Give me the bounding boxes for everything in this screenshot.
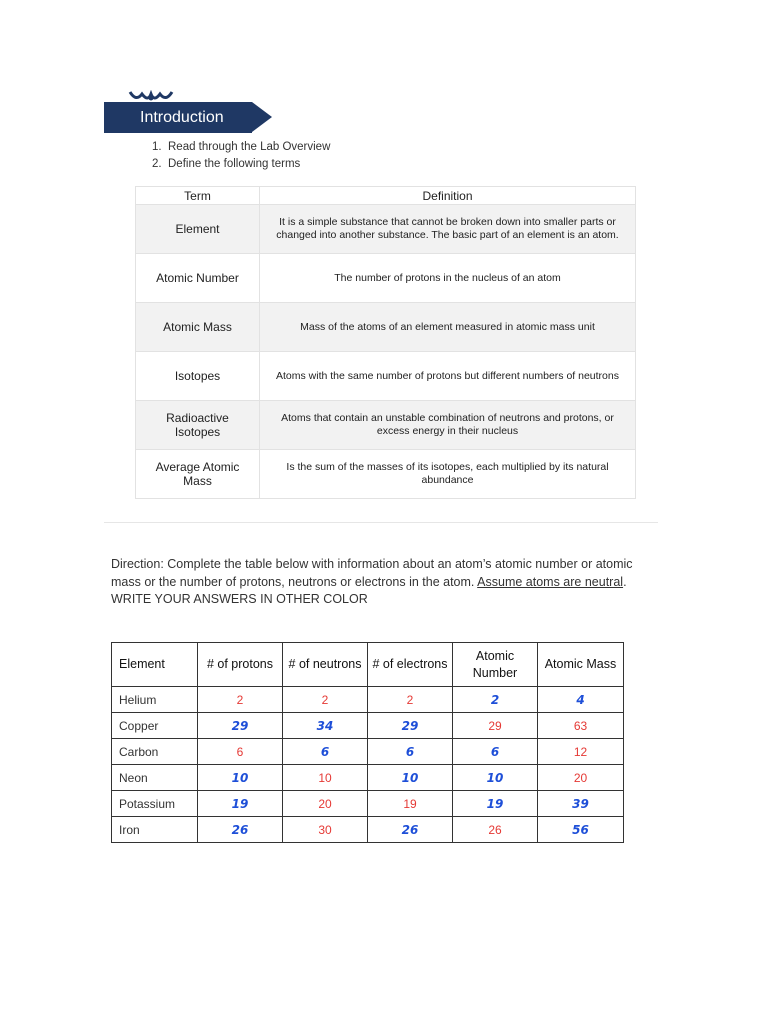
section-banner (104, 102, 252, 133)
definition-cell: It is a simple substance that cannot be broken down into smaller parts or changed into another substance. The basic part of an element is an atom. (260, 205, 636, 254)
section-title: Introduction (140, 109, 224, 126)
instruction-list (152, 139, 330, 172)
value-cell: 2 (368, 687, 453, 713)
terms-table (135, 186, 636, 499)
value-cell: 6 (283, 739, 368, 765)
value-cell: 19 (453, 791, 538, 817)
banner-arrow-shape (252, 102, 272, 132)
value-cell: 10 (283, 765, 368, 791)
value-cell: 20 (283, 791, 368, 817)
definition-cell: Atoms that contain an unstable combination of neutrons and protons, or excess energy in their nucleus (260, 401, 636, 450)
value-cell: 2 (453, 687, 538, 713)
definition-cell: Mass of the atoms of an element measured in atomic mass unit (260, 303, 636, 352)
value-cell: 4 (538, 687, 624, 713)
table-row (136, 303, 636, 352)
definition-cell: The number of protons in the nucleus of an atom (260, 254, 636, 303)
underlined-note: Assume atoms are neutral (477, 574, 624, 589)
value-cell: 39 (538, 791, 624, 817)
value-cell: 10 (368, 765, 453, 791)
term-cell: Atomic Mass (136, 303, 260, 352)
definition-cell: Is the sum of the masses of its isotopes, each multiplied by its natural abundance (260, 450, 636, 499)
element-cell: Copper (112, 713, 198, 739)
direction-text: Direction: Complete the table below with information about an atom’s atomic number or atomic mass or the number of protons, neutrons or electrons in the atom. Assume atoms are neutral. WRITE YOUR ANSWERS IN OTHER COLOR (111, 556, 651, 609)
table-row (136, 205, 636, 254)
table-row (112, 739, 624, 765)
table-row (136, 254, 636, 303)
term-cell: Element (136, 205, 260, 254)
section-divider (104, 522, 658, 523)
column-header-electrons: # of electrons (368, 643, 453, 687)
value-cell: 19 (368, 791, 453, 817)
value-cell: 63 (538, 713, 624, 739)
value-cell: 26 (368, 817, 453, 843)
list-item: 1. Read through the Lab Overview (152, 141, 331, 153)
term-cell: Atomic Number (136, 254, 260, 303)
table-row (112, 817, 624, 843)
table-row (136, 352, 636, 401)
answer-color-note: WRITE YOUR ANSWERS IN OTHER COLOR (111, 592, 368, 606)
value-cell: 12 (538, 739, 624, 765)
value-cell: 29 (368, 713, 453, 739)
element-cell: Iron (112, 817, 198, 843)
value-cell: 56 (538, 817, 624, 843)
element-cell: Carbon (112, 739, 198, 765)
value-cell: 29 (453, 713, 538, 739)
value-cell: 2 (198, 687, 283, 713)
element-cell: Helium (112, 687, 198, 713)
column-header-atomic-mass: Atomic Mass (538, 643, 624, 687)
value-cell: 6 (368, 739, 453, 765)
value-cell: 10 (453, 765, 538, 791)
definition-cell: Atoms with the same number of protons but different numbers of neutrons (260, 352, 636, 401)
value-cell: 26 (198, 817, 283, 843)
table-row (136, 401, 636, 450)
value-cell: 10 (198, 765, 283, 791)
table-row (136, 450, 636, 499)
value-cell: 29 (198, 713, 283, 739)
element-cell: Neon (112, 765, 198, 791)
table-row (112, 713, 624, 739)
value-cell: 2 (283, 687, 368, 713)
value-cell: 6 (453, 739, 538, 765)
table-row (112, 687, 624, 713)
atoms-table (111, 642, 624, 843)
column-header-definition: Definition (260, 187, 636, 205)
term-cell: Isotopes (136, 352, 260, 401)
list-item: 2. Define the following terms (152, 157, 301, 170)
value-cell: 20 (538, 765, 624, 791)
column-header-term: Term (136, 187, 260, 205)
term-cell: Radioactive Isotopes (136, 401, 260, 450)
value-cell: 26 (453, 817, 538, 843)
table-row (112, 765, 624, 791)
column-header-neutrons: # of neutrons (283, 643, 368, 687)
value-cell: 6 (198, 739, 283, 765)
table-row (112, 791, 624, 817)
value-cell: 19 (198, 791, 283, 817)
term-cell: Average Atomic Mass (136, 450, 260, 499)
value-cell: 34 (283, 713, 368, 739)
column-header-protons: # of protons (198, 643, 283, 687)
column-header-atomic-number: Atomic Number (453, 643, 538, 687)
value-cell: 30 (283, 817, 368, 843)
element-cell: Potassium (112, 791, 198, 817)
table-header-row (112, 643, 624, 687)
table-header-row (136, 187, 636, 205)
column-header-element: Element (112, 643, 198, 687)
